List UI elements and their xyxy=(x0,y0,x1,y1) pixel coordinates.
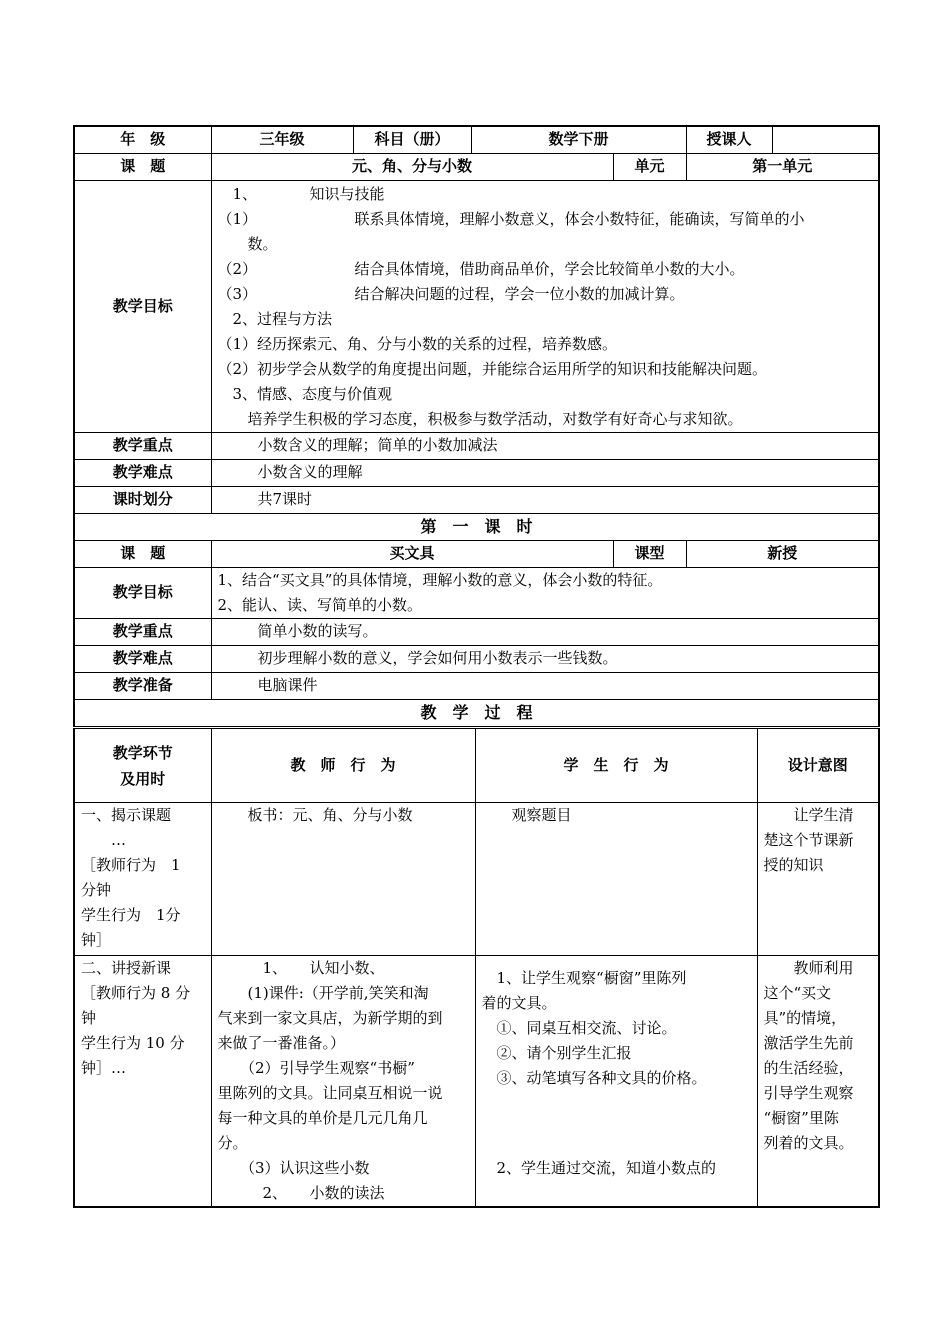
stage-line: 学生行为 1分 xyxy=(81,906,181,924)
unit-goal-line: （1）经历探索元、角、分与小数的关系的过程，培养数感。 xyxy=(217,334,618,353)
intent-line: 引导学生观察 xyxy=(763,1084,854,1102)
lesson-goals-row xyxy=(74,567,879,618)
unit-goal-line: 数。 xyxy=(217,234,278,253)
lesson-prep-value: 电脑课件 xyxy=(211,672,879,699)
unit-goal-line: （3） 结合解决问题的过程，学会一位小数的加减计算。 xyxy=(217,284,685,303)
stage-line: 二、讲授新课 xyxy=(81,959,172,977)
unit-key-points-label: 教学重点 xyxy=(74,432,211,459)
unit-difficulty-label: 教学难点 xyxy=(74,459,211,486)
process-title-row xyxy=(74,699,879,726)
teacher-line: (1)课件:（开学前,笑笑和淘 xyxy=(217,984,429,1002)
lesson-key-points-label: 教学重点 xyxy=(74,618,211,645)
stage-header-line: 教学环节 xyxy=(112,743,173,762)
lesson-plan-table xyxy=(73,125,880,727)
unit-goal-line: 1、 知识与技能 xyxy=(217,184,385,203)
stage-line: ［教师行为 8 分 xyxy=(81,984,191,1002)
lesson-difficulty-value: 初步理解小数的意义，学会如何用小数表示一些钱数。 xyxy=(211,645,879,672)
teacher-value xyxy=(772,126,879,153)
lesson-title: 第 一 课 时 xyxy=(74,513,879,540)
unit-hours-row xyxy=(74,486,879,513)
unit-hours-value: 共7课时 xyxy=(211,486,879,513)
grade-value: 三年级 xyxy=(211,126,353,153)
lesson-difficulty-label: 教学难点 xyxy=(74,645,211,672)
subject-value: 数学下册 xyxy=(471,126,686,153)
unit-value: 第一单元 xyxy=(686,153,879,180)
unit-key-points-row xyxy=(74,432,879,459)
process-row-1 xyxy=(74,803,879,956)
student-line: ③、动笔填写各种文具的价格。 xyxy=(481,1069,707,1087)
unit-goals-row xyxy=(74,180,879,432)
process-intent-1 xyxy=(757,803,879,956)
stage-line: 一、揭示课题 xyxy=(81,806,172,824)
process-row-2 xyxy=(74,956,879,1208)
lesson-goal-line: 1、结合“买文具”的具体情境，理解小数的意义，体会小数的特征。 xyxy=(217,570,663,589)
intent-line: 的生活经验， xyxy=(763,1059,854,1077)
process-student-2 xyxy=(475,956,757,1208)
stage-line: 钟］… xyxy=(81,1059,127,1077)
unit-label: 单元 xyxy=(613,153,686,180)
grade-label: 年 级 xyxy=(74,126,211,153)
intent-line: 列着的文具。 xyxy=(763,1134,854,1152)
lesson-type-label: 课型 xyxy=(613,540,686,567)
student-line: 1、让学生观察“橱窗”里陈列 xyxy=(481,969,687,987)
lesson-topic-row xyxy=(74,540,879,567)
teacher-line: 气来到一家文具店，为新学期的到 xyxy=(217,1009,443,1027)
process-header-stage xyxy=(74,729,211,803)
lesson-key-points-row xyxy=(74,618,879,645)
unit-hours-label: 课时划分 xyxy=(74,486,211,513)
lesson-goals-label: 教学目标 xyxy=(74,567,211,618)
student-line: 2、学生通过交流，知道小数点的 xyxy=(481,1159,717,1177)
unit-difficulty-row xyxy=(74,459,879,486)
process-header-student: 学 生 行 为 xyxy=(475,729,757,803)
intent-line: 楚这个节课新 xyxy=(763,831,854,849)
intent-line: 激活学生先前 xyxy=(763,1034,854,1052)
intent-line: 让学生清 xyxy=(763,806,854,824)
stage-line: 钟］ xyxy=(81,931,112,949)
lesson-title-row xyxy=(74,513,879,540)
stage-line: 分钟 xyxy=(81,881,112,899)
stage-line: 钟 xyxy=(81,1009,97,1027)
unit-goal-line: （2）初步学会从数学的角度提出问题，并能综合运用所学的知识和技能解决问题。 xyxy=(217,359,768,378)
process-intent-2 xyxy=(757,956,879,1208)
teacher-line: 里陈列的文具。让同桌互相说一说 xyxy=(217,1084,443,1102)
intent-line: 教师利用 xyxy=(763,959,854,977)
process-header-row xyxy=(74,729,879,803)
stage-line: 学生行为 10 分 xyxy=(81,1034,185,1052)
unit-goal-line: 培养学生积极的学习态度，积极参与数学活动，对数学有好奇心与求知欲。 xyxy=(217,409,743,428)
subject-label: 科目（册） xyxy=(353,126,471,153)
unit-goal-line: 2、过程与方法 xyxy=(217,309,333,328)
lesson-difficulty-row xyxy=(74,645,879,672)
teacher-line: （2）引导学生观察“书橱” xyxy=(217,1059,415,1077)
topic-label: 课 题 xyxy=(74,153,211,180)
unit-goals-label: 教学目标 xyxy=(74,180,211,432)
unit-difficulty-value: 小数含义的理解 xyxy=(211,459,879,486)
teacher-line: 1、 认知小数、 xyxy=(217,959,385,977)
teacher-line: 2、 小数的读法 xyxy=(217,1184,385,1202)
lesson-prep-label: 教学准备 xyxy=(74,672,211,699)
process-student-1 xyxy=(475,803,757,956)
process-stage-1 xyxy=(74,803,211,956)
unit-goals-content xyxy=(211,180,879,432)
teacher-line: 分。 xyxy=(217,1134,248,1152)
process-header-teacher: 教 师 行 为 xyxy=(211,729,475,803)
header-row-2 xyxy=(74,153,879,180)
lesson-topic-label: 课 题 xyxy=(74,540,211,567)
process-stage-2 xyxy=(74,956,211,1208)
intent-line: “橱窗”里陈 xyxy=(763,1109,839,1127)
lesson-key-points-value: 简单小数的读写。 xyxy=(211,618,879,645)
teacher-line: 板书：元、角、分与小数 xyxy=(217,806,413,824)
process-title: 教 学 过 程 xyxy=(74,699,879,726)
process-table xyxy=(73,728,880,1208)
process-teacher-1 xyxy=(211,803,475,956)
process-header-intent: 设计意图 xyxy=(757,729,879,803)
lesson-topic-value: 买文具 xyxy=(211,540,613,567)
lesson-type-value: 新授 xyxy=(686,540,879,567)
unit-key-points-value: 小数含义的理解；简单的小数加减法 xyxy=(211,432,879,459)
teacher-line: （3）认识这些小数 xyxy=(217,1159,370,1177)
intent-line: 具”的情境， xyxy=(763,1009,847,1027)
lesson-goal-line: 2、能认、读、写简单的小数。 xyxy=(217,595,423,614)
intent-line: 授的知识 xyxy=(763,856,824,874)
student-line: 观察题目 xyxy=(481,806,572,824)
unit-goal-line: 3、情感、态度与价值观 xyxy=(217,384,393,403)
lesson-prep-row xyxy=(74,672,879,699)
student-line xyxy=(482,1091,751,1156)
process-teacher-2 xyxy=(211,956,475,1208)
unit-goal-line: （1） 联系具体情境，理解小数意义，体会小数特征，能确读，写简单的小 xyxy=(217,209,805,228)
header-row-1 xyxy=(74,126,879,153)
teacher-line: 每一种文具的单价是几元几角几 xyxy=(217,1109,428,1127)
topic-value: 元、角、分与小数 xyxy=(211,153,613,180)
student-line: ②、请个别学生汇报 xyxy=(481,1044,632,1062)
intent-line: 这个“买文 xyxy=(763,984,832,1002)
unit-goal-line: （2） 结合具体情境，借助商品单价，学会比较简单小数的大小。 xyxy=(217,259,745,278)
stage-line: … xyxy=(81,831,127,849)
student-line: 着的文具。 xyxy=(481,994,557,1012)
stage-line: ［教师行为 1 xyxy=(81,856,181,874)
teacher-label: 授课人 xyxy=(686,126,772,153)
student-line: ①、同桌互相交流、讨论。 xyxy=(481,1019,677,1037)
lesson-goals-content xyxy=(211,567,879,618)
student-line xyxy=(482,956,751,966)
stage-header-line: 及用时 xyxy=(120,769,166,788)
teacher-line: 来做了一番准备。） xyxy=(217,1034,346,1052)
